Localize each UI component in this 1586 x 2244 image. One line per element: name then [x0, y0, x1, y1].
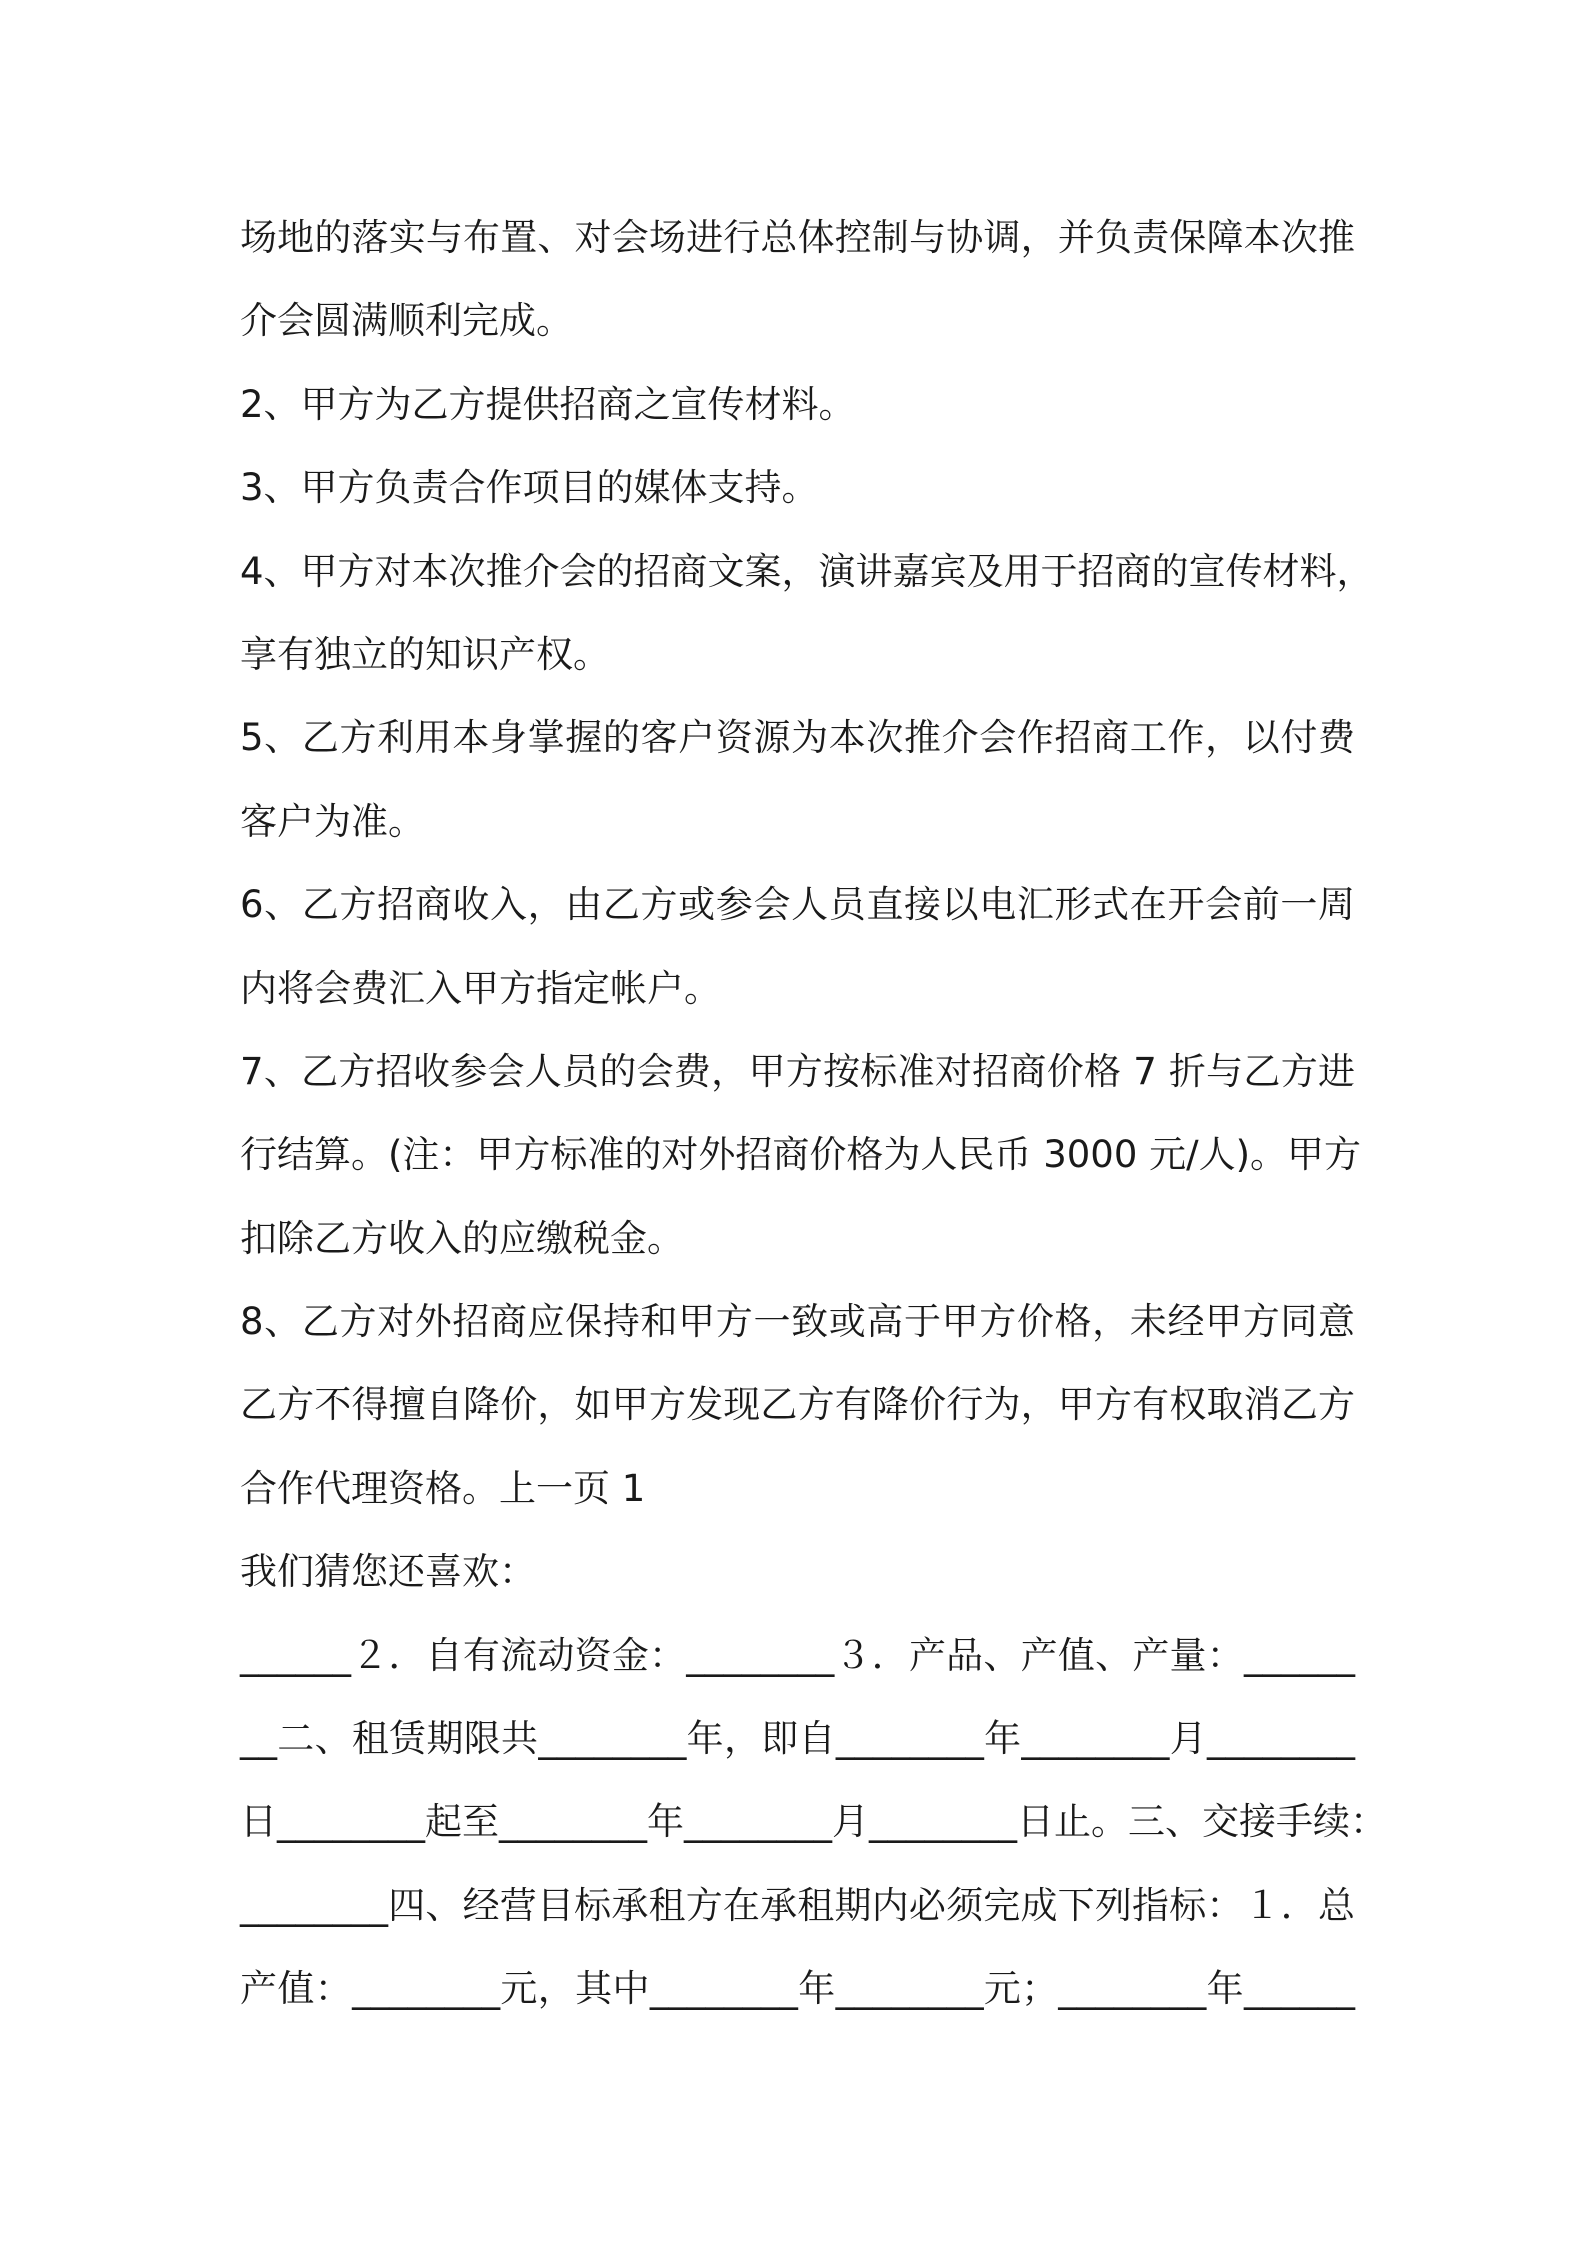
form-line: ________四、经营目标承租方在承租期内必须完成下列指标：１．总 [240, 1883, 1355, 1927]
text-line: 4、甲方对本次推介会的招商文案，演讲嘉宾及用于招商的宣传材料， [240, 549, 1374, 593]
text-line: 扣除乙方收入的应缴税金。 [240, 1216, 684, 1260]
text-line: 3、甲方负责合作项目的媒体支持。 [240, 466, 819, 510]
text-line: 5、乙方利用本身掌握的客户资源为本次推介会作招商工作，以付费 [240, 716, 1355, 760]
text-line: 合作代理资格。上一页 1 [240, 1466, 646, 1510]
text-line: 内将会费汇入甲方指定帐户。 [240, 966, 721, 1010]
document-body [240, 196, 1387, 2031]
text-line: 行结算。(注：甲方标准的对外招商价格为人民币 3000 元/人)。甲方 [240, 1133, 1362, 1177]
form-line: 产值：________元，其中________年________元；________年______ [240, 1967, 1355, 2011]
text-line: 乙方不得擅自降价，如甲方发现乙方有降价行为，甲方有权取消乙方 [240, 1383, 1355, 1427]
text-line: 客户为准。 [240, 799, 425, 843]
text-line: 8、乙方对外招商应保持和甲方一致或高于甲方价格，未经甲方同意 [240, 1300, 1355, 1344]
form-line: 日________起至________年________月________日止。三、交接手续： [240, 1800, 1387, 1844]
text-line: 享有独立的知识产权。 [240, 632, 610, 676]
text-line: 2、甲方为乙方提供招商之宣传材料。 [240, 382, 856, 426]
text-line: 7、乙方招收参会人员的会费，甲方按标准对招商价格 7 折与乙方进 [240, 1049, 1355, 1093]
text-line: 场地的落实与布置、对会场进行总体控制与协调，并负责保障本次推 [240, 216, 1355, 259]
text-line: 我们猜您还喜欢： [240, 1550, 536, 1594]
text-line: 6、乙方招商收入，由乙方或参会人员直接以电汇形式在开会前一周 [240, 883, 1355, 927]
text-line: 介会圆满顺利完成。 [240, 299, 573, 343]
form-line: __二、租赁期限共________年，即自________年________月________ [240, 1717, 1355, 1761]
form-line: ______２．自有流动资金：________３．产品、产值、产量：______ [240, 1633, 1355, 1677]
